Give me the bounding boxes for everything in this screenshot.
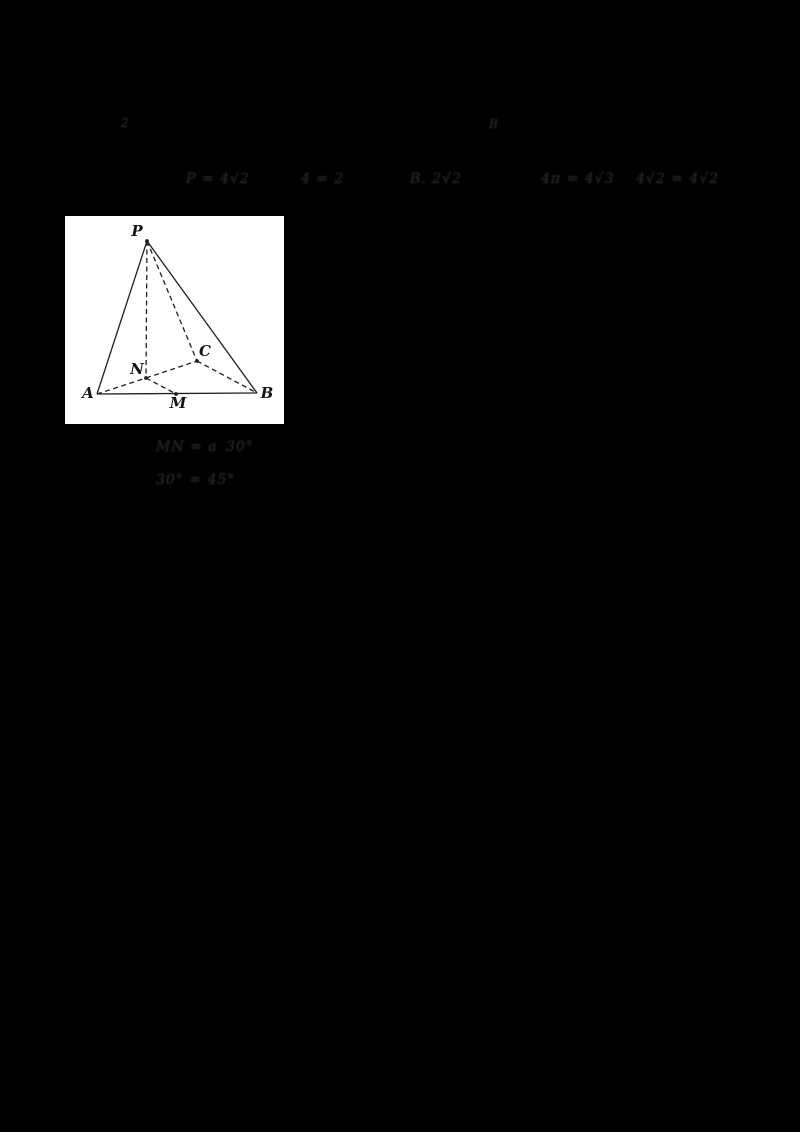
dashed-edge-CB xyxy=(197,361,257,393)
ghost-fragment-2: B xyxy=(489,117,499,131)
ghost-fragment-3: P = 4√2 xyxy=(186,171,250,187)
vertex-label-N: N xyxy=(130,360,144,378)
ghost-fragment-8: MN = a xyxy=(156,439,218,455)
dashed-edge-NM xyxy=(146,378,176,394)
ghost-fragment-1: 2 xyxy=(121,116,130,130)
vertex-label-B: B xyxy=(260,384,274,402)
ghost-fragment-10: 30° = 45° xyxy=(156,472,236,488)
ghost-fragment-6: 4π = 4√3 xyxy=(541,171,615,187)
ghost-fragment-5: B. 2√2 xyxy=(410,171,462,187)
point-dot-P xyxy=(145,239,149,243)
dashed-edge-PN xyxy=(146,241,147,378)
ghost-fragment-7: 4√2 = 4√2 xyxy=(636,171,720,187)
ghost-fragment-9: 30° xyxy=(226,439,254,455)
vertex-label-P: P xyxy=(131,222,143,240)
dashed-edge-PC xyxy=(147,241,197,361)
ghost-fragment-4: 4 = 2 xyxy=(301,171,345,187)
figure-svg xyxy=(65,216,284,424)
tetrahedron-figure-image[interactable] xyxy=(65,216,284,424)
vertex-label-A: A xyxy=(82,384,94,402)
dashed-edge-NC xyxy=(146,361,197,378)
vertex-label-M: M xyxy=(169,394,187,412)
dashed-edge-AN xyxy=(97,378,146,394)
solid-edge-PB xyxy=(147,241,257,393)
vertex-label-C: C xyxy=(199,342,211,360)
point-dot-N xyxy=(144,376,148,380)
